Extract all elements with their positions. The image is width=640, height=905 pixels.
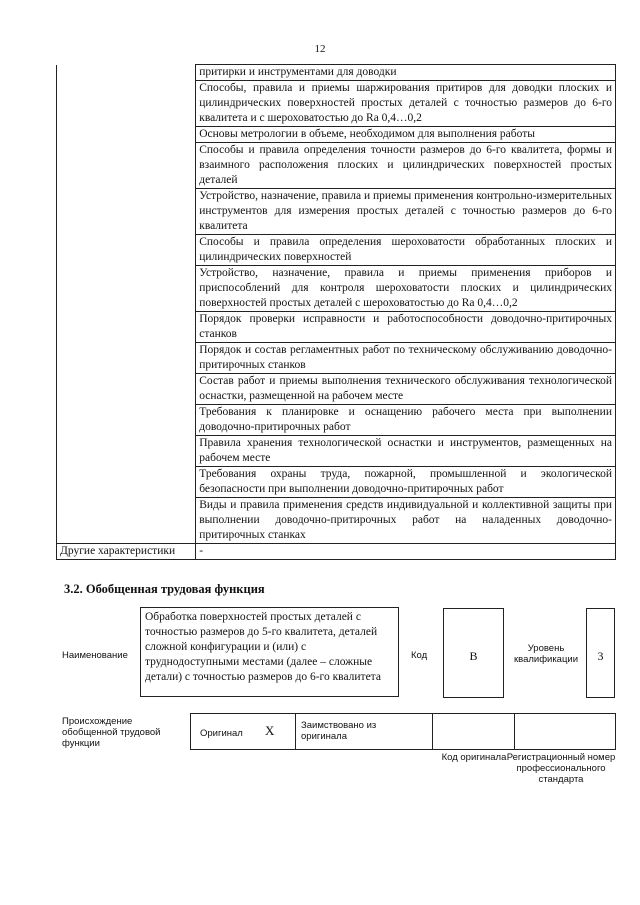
knowledge-item: Способы и правила определения шероховатости обработанных плоских и цилиндрических поверхностей <box>196 235 616 266</box>
page-number: 12 <box>314 43 326 55</box>
borrowed-label: Заимствовано из оригинала <box>301 720 377 742</box>
knowledge-item: Порядок проверки исправности и работоспособности доводочно-притирочных станков <box>196 312 616 343</box>
table-row <box>57 65 616 81</box>
knowledge-label-cell <box>57 65 196 544</box>
borrowed-cell <box>295 713 432 750</box>
knowledge-table <box>56 64 616 560</box>
original-mark-cell <box>247 713 295 750</box>
knowledge-item: Правила хранения технологической оснастки и инструментов, размещенных на рабочем месте <box>196 436 616 467</box>
other-characteristics-label: Другие характеристики <box>57 544 196 560</box>
original-code-cell <box>432 713 514 750</box>
knowledge-item: Основы метрологии в объеме, необходимом для выполнения работы <box>196 127 616 143</box>
function-name-box: Обработка поверхностей простых деталей с точностью размеров до 5-го квалитета, деталей сложной конфигурации и (или) с труднодоступными местами (далее – сложные детали) с точностью размеров до 6-го квалитета <box>140 607 399 697</box>
registration-number-cell <box>514 713 616 750</box>
original-mark: X <box>265 723 275 738</box>
knowledge-item: Виды и правила применения средств индивидуальной и коллективной защиты при выполнении доводочно-притирочных работ на наладенных доводочно-притирочных станках <box>196 498 616 544</box>
section-heading: 3.2. Обобщенная трудовая функция <box>64 582 265 596</box>
knowledge-item: Устройство, назначение, правила и приемы применения контрольно-измерительных инструментов для измерения простых деталей с точностью размеров до 6-го квалитета <box>196 189 616 235</box>
knowledge-item: Состав работ и приемы выполнения технического обслуживания технологической оснастки, размещенной на рабочем месте <box>196 374 616 405</box>
knowledge-item: Способы, правила и приемы шаржирования притиров для доводки плоских и цилиндрических поверхностей простых деталей с точностью размеров до 6-го квалитета и с шероховатостью до Ra 0,4…0,2 <box>196 81 616 127</box>
original-code-caption: Код оригинала <box>441 752 507 763</box>
original-label-cell <box>190 713 247 750</box>
registration-number-caption: Регистрационный номер профессионального стандарта <box>506 752 616 785</box>
other-characteristics-value: - <box>196 544 616 560</box>
qualification-level-label: Уровень квалификации <box>513 643 579 665</box>
knowledge-item: Требования к планировке и оснащению рабочего места при выполнении доводочно-притирочных работ <box>196 405 616 436</box>
original-label: Оригинал <box>200 728 243 739</box>
qualification-level-box: 3 <box>586 608 615 698</box>
knowledge-item: Устройство, назначение, правила и приемы применения приборов и приспособлений для контроля шероховатости плоских и цилиндрических поверхностей простых деталей с шероховатостью до Ra 0,4…0,2 <box>196 266 616 312</box>
table-row <box>57 544 616 560</box>
knowledge-item: притирки и инструментами для доводки <box>196 65 616 81</box>
knowledge-item: Порядок и состав регламентных работ по техническому обслуживанию доводочно-притирочных станков <box>196 343 616 374</box>
origin-label: Происхождение обобщенной трудовой функции <box>62 716 161 749</box>
knowledge-item: Требования охраны труда, пожарной, промышленной и экологической безопасности при выполнении доводочно-притирочных работ <box>196 467 616 498</box>
name-label: Наименование <box>62 650 128 661</box>
knowledge-item: Способы и правила определения точности размеров до 6-го квалитета, формы и взаимного расположения плоских и цилиндрических поверхностей простых деталей <box>196 143 616 189</box>
code-label: Код <box>411 650 428 661</box>
function-code-box: B <box>443 608 504 698</box>
origin-row <box>190 713 616 750</box>
